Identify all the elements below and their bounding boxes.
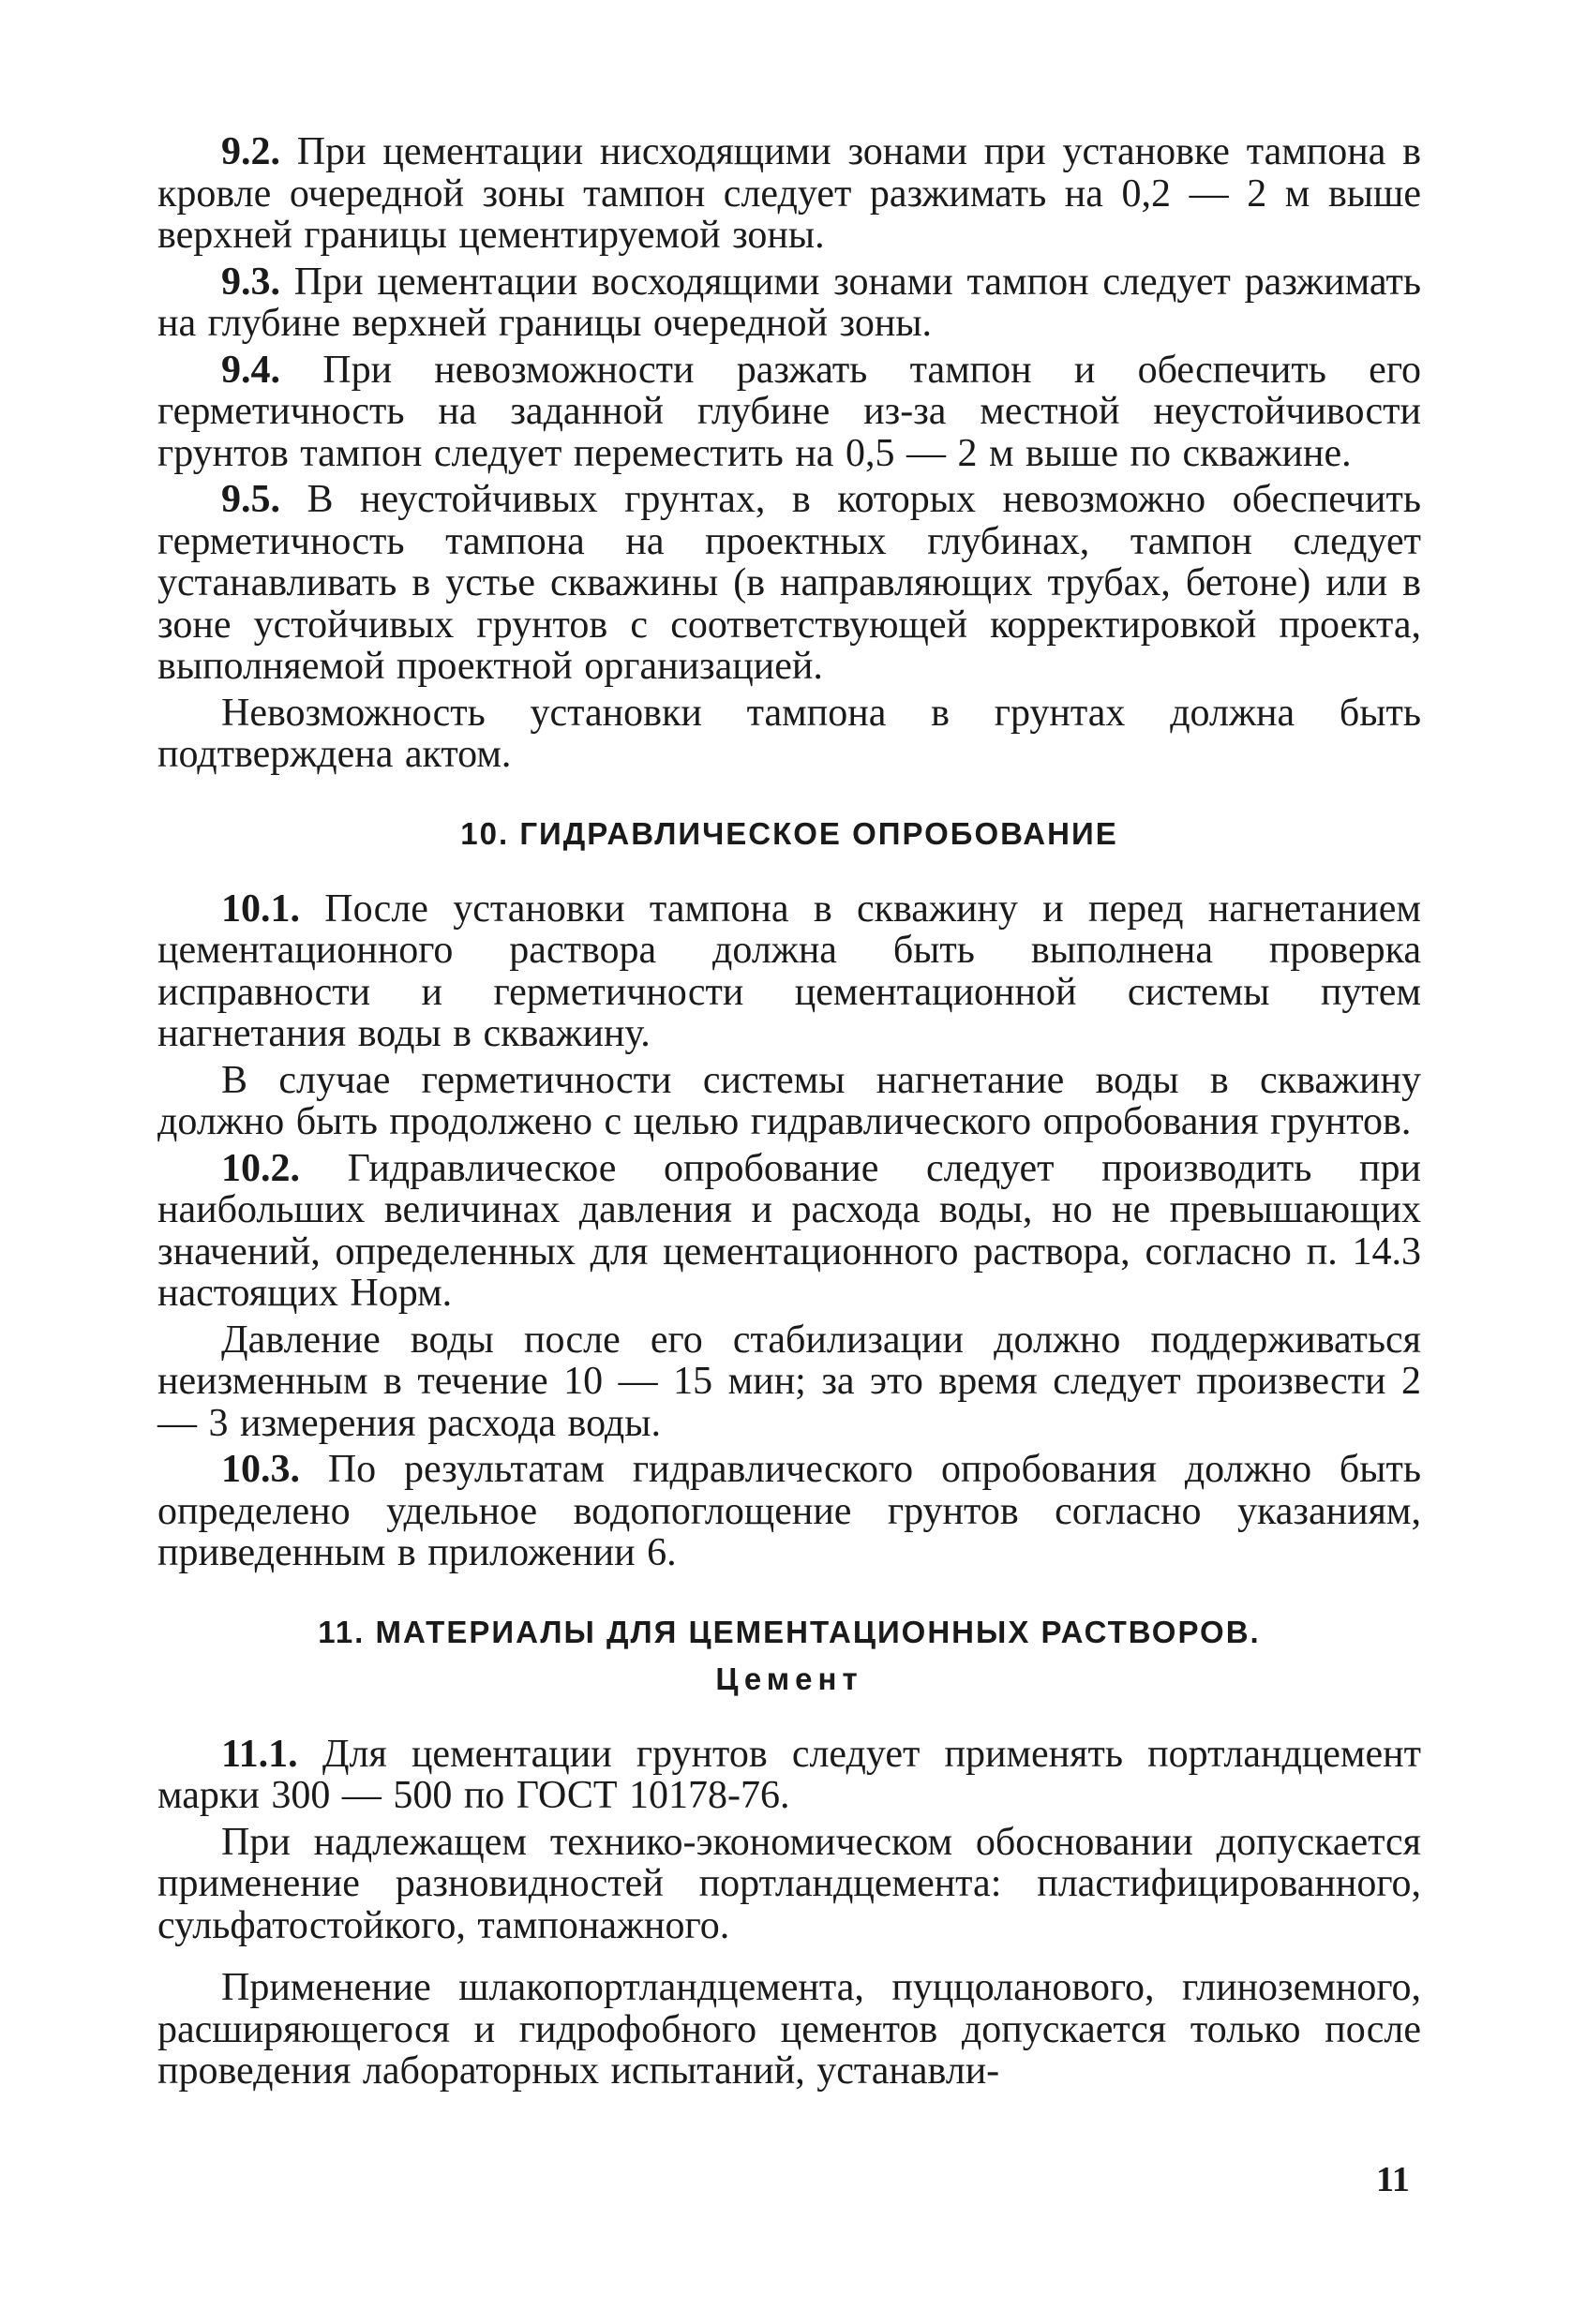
paragraph-text: При невозможности разжать тампон и обеспечить его герметичность на заданной глубине из-за местной неустойчивости грунтов тампон следует переместить на 0,5 — 2 м выше по скважине. bbox=[157, 348, 1421, 475]
paragraph-11-1-cont-2 bbox=[157, 1967, 1421, 2093]
paragraph-9-3 bbox=[157, 261, 1421, 345]
section-11 bbox=[157, 1734, 1421, 2093]
paragraph-text: В неустойчивых грунтах, в которых невозможно обеспечить герметичность тампона на проектных глубинах, тампон следует устанавливать в устье скважины (в направляющих трубах, бетоне) или в зоне устойчивых грунтов с соответствующей корректировкой проекта, выполняемой проектной организацией. bbox=[157, 478, 1421, 688]
paragraph-10-1 bbox=[157, 888, 1421, 1055]
paragraph-10-2-cont bbox=[157, 1319, 1421, 1445]
paragraph-text: При цементации восходящими зонами тампон следует разжимать на глубине верхней границы очередной зоны. bbox=[157, 260, 1421, 345]
paragraph-11-1-cont bbox=[157, 1822, 1421, 1947]
paragraph-10-2 bbox=[157, 1148, 1421, 1315]
paragraph-text: Давление воды после его стабилизации должно поддерживаться неизменным в течение 10 — 15 мин; за это время следует произвести 2 — 3 измерения расхода воды. bbox=[157, 1318, 1421, 1445]
paragraph-text: Для цементации грунтов следует применять портландцемент марки 300 — 500 по ГОСТ 10178-76. bbox=[157, 1732, 1421, 1817]
paragraph-number: 10.2. bbox=[221, 1146, 300, 1190]
paragraph-10-1-cont bbox=[157, 1060, 1421, 1143]
document-page bbox=[157, 131, 1421, 2093]
paragraph-text: В случае герметичности системы нагнетание воды в скважину должно быть продолжено с целью гидравлического опробования грунтов. bbox=[157, 1058, 1421, 1143]
paragraph-number: 10.1. bbox=[221, 886, 300, 931]
paragraph-9-5 bbox=[157, 479, 1421, 688]
paragraph-number: 9.4. bbox=[221, 348, 280, 392]
paragraph-text: При цементации нисходящими зонами при установке тампона в кровле очередной зоны тампон следует разжимать на 0,2 — 2 м выше верхней границы цементируемой зоны. bbox=[157, 130, 1421, 257]
section-11-heading: 11. МАТЕРИАЛЫ ДЛЯ ЦЕМЕНТАЦИОННЫХ РАСТВОРОВ. bbox=[318, 1614, 1261, 1649]
paragraph-number: 9.2. bbox=[221, 130, 280, 173]
section-10-heading: 10. ГИДРАВЛИЧЕСКОЕ ОПРОБОВАНИЕ bbox=[460, 815, 1118, 851]
paragraph-text: Гидравлическое опробование следует производить при наибольших величинах давления и расхода воды, но не превышающих значений, определенных для цементационного раствора, согласно п. 14.3 настоящих Норм. bbox=[157, 1146, 1421, 1315]
paragraph-9-4 bbox=[157, 350, 1421, 475]
paragraph-text: По результатам гидравлического опробования должно быть определено удельное водопоглощение грунтов согласно указаниям, приведенным в приложении 6. bbox=[157, 1448, 1421, 1574]
paragraph-9-5-note bbox=[157, 693, 1421, 776]
section-9-continuation bbox=[157, 131, 1421, 776]
paragraph-number: 11.1. bbox=[221, 1732, 298, 1776]
section-10 bbox=[157, 888, 1421, 1574]
paragraph-text: Применение шлакопортландцемента, пуццоланового, глиноземного, расширяющегося и гидрофобного цементов допускается только после проведения лабораторных испытаний, устанавли- bbox=[157, 1966, 1421, 2093]
paragraph-10-3 bbox=[157, 1449, 1421, 1574]
paragraph-number: 9.5. bbox=[221, 478, 280, 521]
page-number: 11 bbox=[1376, 2160, 1410, 2199]
paragraph-11-1 bbox=[157, 1734, 1421, 1817]
paragraph-text: Невозможность установки тампона в грунтах должна быть подтверждена актом. bbox=[157, 691, 1421, 776]
paragraph-number: 9.3. bbox=[221, 260, 280, 304]
paragraph-text: При надлежащем технико-экономическом обосновании допускается применение разновидностей портландцемента: пластифицированного, сульфатостойкого, тампонажного. bbox=[157, 1820, 1421, 1947]
paragraph-number: 10.3. bbox=[221, 1448, 300, 1491]
paragraph-9-2 bbox=[157, 131, 1421, 257]
paragraph-text: После установки тампона в скважину и перед нагнетанием цементационного раствора должна быть выполнена проверка исправности и герметичности цементационной системы путем нагнетания воды в скважину. bbox=[157, 886, 1421, 1055]
section-11-subheading: Цемент bbox=[715, 1661, 863, 1696]
